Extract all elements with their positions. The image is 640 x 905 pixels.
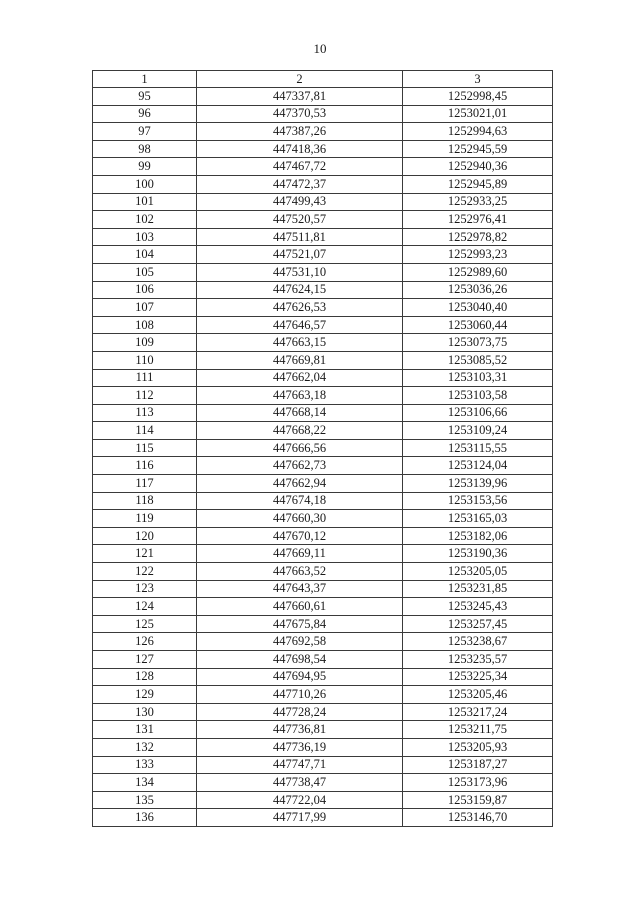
point-number-cell: 112 xyxy=(93,387,197,405)
x-coordinate-cell: 447674,18 xyxy=(197,492,403,510)
table-row xyxy=(93,105,553,123)
point-number-cell: 107 xyxy=(93,299,197,317)
x-coordinate-cell: 447499,43 xyxy=(197,193,403,211)
y-coordinate-cell: 1253073,75 xyxy=(403,334,553,352)
table-row xyxy=(93,175,553,193)
table-row xyxy=(93,545,553,563)
table-row xyxy=(93,334,553,352)
table-row xyxy=(93,791,553,809)
y-coordinate-cell: 1253205,05 xyxy=(403,563,553,581)
x-coordinate-cell: 447646,57 xyxy=(197,316,403,334)
table-row xyxy=(93,703,553,721)
point-number-cell: 108 xyxy=(93,316,197,334)
point-number-cell: 120 xyxy=(93,527,197,545)
point-number-cell: 109 xyxy=(93,334,197,352)
x-coordinate-cell: 447520,57 xyxy=(197,211,403,229)
x-coordinate-cell: 447643,37 xyxy=(197,580,403,598)
point-number-cell: 110 xyxy=(93,351,197,369)
point-number-cell: 134 xyxy=(93,774,197,792)
y-coordinate-cell: 1253182,06 xyxy=(403,527,553,545)
point-number-cell: 136 xyxy=(93,809,197,827)
x-coordinate-cell: 447660,61 xyxy=(197,598,403,616)
point-number-cell: 135 xyxy=(93,791,197,809)
table-row xyxy=(93,351,553,369)
y-coordinate-cell: 1253231,85 xyxy=(403,580,553,598)
table-row xyxy=(93,738,553,756)
y-coordinate-cell: 1253173,96 xyxy=(403,774,553,792)
x-coordinate-cell: 447660,30 xyxy=(197,510,403,528)
x-coordinate-cell: 447722,04 xyxy=(197,791,403,809)
y-coordinate-cell: 1253205,46 xyxy=(403,686,553,704)
x-coordinate-cell: 447521,07 xyxy=(197,246,403,264)
column-header-point-number: 1 xyxy=(93,71,197,88)
y-coordinate-cell: 1253146,70 xyxy=(403,809,553,827)
y-coordinate-cell: 1253139,96 xyxy=(403,475,553,493)
x-coordinate-cell: 447662,04 xyxy=(197,369,403,387)
point-number-cell: 122 xyxy=(93,563,197,581)
table-row xyxy=(93,510,553,528)
x-coordinate-cell: 447736,19 xyxy=(197,738,403,756)
y-coordinate-cell: 1253217,24 xyxy=(403,703,553,721)
x-coordinate-cell: 447337,81 xyxy=(197,88,403,106)
table-row xyxy=(93,598,553,616)
table-row xyxy=(93,563,553,581)
point-number-cell: 125 xyxy=(93,615,197,633)
x-coordinate-cell: 447669,11 xyxy=(197,545,403,563)
point-number-cell: 117 xyxy=(93,475,197,493)
table-header-row xyxy=(93,71,553,88)
y-coordinate-cell: 1253109,24 xyxy=(403,422,553,440)
point-number-cell: 103 xyxy=(93,228,197,246)
y-coordinate-cell: 1253225,34 xyxy=(403,668,553,686)
point-number-cell: 99 xyxy=(93,158,197,176)
table-row xyxy=(93,439,553,457)
y-coordinate-cell: 1253036,26 xyxy=(403,281,553,299)
x-coordinate-cell: 447370,53 xyxy=(197,105,403,123)
point-number-cell: 128 xyxy=(93,668,197,686)
point-number-cell: 115 xyxy=(93,439,197,457)
x-coordinate-cell: 447692,58 xyxy=(197,633,403,651)
x-coordinate-cell: 447511,81 xyxy=(197,228,403,246)
x-coordinate-cell: 447717,99 xyxy=(197,809,403,827)
y-coordinate-cell: 1253060,44 xyxy=(403,316,553,334)
table-row xyxy=(93,228,553,246)
table-row xyxy=(93,633,553,651)
point-number-cell: 129 xyxy=(93,686,197,704)
table-row xyxy=(93,651,553,669)
table-row xyxy=(93,615,553,633)
y-coordinate-cell: 1252989,60 xyxy=(403,263,553,281)
y-coordinate-cell: 1253205,93 xyxy=(403,738,553,756)
table-row xyxy=(93,580,553,598)
x-coordinate-cell: 447666,56 xyxy=(197,439,403,457)
table-row xyxy=(93,527,553,545)
table-row xyxy=(93,774,553,792)
y-coordinate-cell: 1252976,41 xyxy=(403,211,553,229)
table-row xyxy=(93,721,553,739)
table-row xyxy=(93,299,553,317)
point-number-cell: 126 xyxy=(93,633,197,651)
table-row xyxy=(93,140,553,158)
x-coordinate-cell: 447670,12 xyxy=(197,527,403,545)
x-coordinate-cell: 447626,53 xyxy=(197,299,403,317)
y-coordinate-cell: 1253211,75 xyxy=(403,721,553,739)
table-row xyxy=(93,263,553,281)
y-coordinate-cell: 1253021,01 xyxy=(403,105,553,123)
point-number-cell: 130 xyxy=(93,703,197,721)
y-coordinate-cell: 1253153,56 xyxy=(403,492,553,510)
x-coordinate-cell: 447728,24 xyxy=(197,703,403,721)
y-coordinate-cell: 1253124,04 xyxy=(403,457,553,475)
y-coordinate-cell: 1253235,57 xyxy=(403,651,553,669)
y-coordinate-cell: 1252994,63 xyxy=(403,123,553,141)
x-coordinate-cell: 447662,94 xyxy=(197,475,403,493)
point-number-cell: 113 xyxy=(93,404,197,422)
y-coordinate-cell: 1253187,27 xyxy=(403,756,553,774)
table-row xyxy=(93,281,553,299)
y-coordinate-cell: 1252978,82 xyxy=(403,228,553,246)
x-coordinate-cell: 447663,52 xyxy=(197,563,403,581)
table-row xyxy=(93,756,553,774)
page-number: 10 xyxy=(313,41,327,56)
x-coordinate-cell: 447662,73 xyxy=(197,457,403,475)
table-row xyxy=(93,668,553,686)
x-coordinate-cell: 447675,84 xyxy=(197,615,403,633)
y-coordinate-cell: 1253159,87 xyxy=(403,791,553,809)
y-coordinate-cell: 1253238,67 xyxy=(403,633,553,651)
x-coordinate-cell: 447387,26 xyxy=(197,123,403,141)
table-row xyxy=(93,387,553,405)
y-coordinate-cell: 1252993,23 xyxy=(403,246,553,264)
point-number-cell: 124 xyxy=(93,598,197,616)
y-coordinate-cell: 1253103,58 xyxy=(403,387,553,405)
y-coordinate-cell: 1253190,36 xyxy=(403,545,553,563)
table-row xyxy=(93,492,553,510)
point-number-cell: 98 xyxy=(93,140,197,158)
column-header-y-coordinate: 3 xyxy=(403,71,553,88)
table-row xyxy=(93,686,553,704)
x-coordinate-cell: 447738,47 xyxy=(197,774,403,792)
x-coordinate-cell: 447747,71 xyxy=(197,756,403,774)
table-row xyxy=(93,369,553,387)
table-row xyxy=(93,88,553,106)
x-coordinate-cell: 447668,14 xyxy=(197,404,403,422)
x-coordinate-cell: 447418,36 xyxy=(197,140,403,158)
x-coordinate-cell: 447698,54 xyxy=(197,651,403,669)
table-row xyxy=(93,158,553,176)
table-row xyxy=(93,246,553,264)
x-coordinate-cell: 447663,15 xyxy=(197,334,403,352)
point-number-cell: 127 xyxy=(93,651,197,669)
x-coordinate-cell: 447663,18 xyxy=(197,387,403,405)
x-coordinate-cell: 447694,95 xyxy=(197,668,403,686)
y-coordinate-cell: 1252945,89 xyxy=(403,175,553,193)
y-coordinate-cell: 1253040,40 xyxy=(403,299,553,317)
point-number-cell: 101 xyxy=(93,193,197,211)
x-coordinate-cell: 447467,72 xyxy=(197,158,403,176)
point-number-cell: 105 xyxy=(93,263,197,281)
table-row xyxy=(93,809,553,827)
table-row xyxy=(93,211,553,229)
x-coordinate-cell: 447624,15 xyxy=(197,281,403,299)
x-coordinate-cell: 447669,81 xyxy=(197,351,403,369)
y-coordinate-cell: 1253085,52 xyxy=(403,351,553,369)
table-row xyxy=(93,457,553,475)
x-coordinate-cell: 447668,22 xyxy=(197,422,403,440)
point-number-cell: 133 xyxy=(93,756,197,774)
y-coordinate-cell: 1253165,03 xyxy=(403,510,553,528)
table-row xyxy=(93,475,553,493)
table-row xyxy=(93,404,553,422)
point-number-cell: 96 xyxy=(93,105,197,123)
y-coordinate-cell: 1252933,25 xyxy=(403,193,553,211)
point-number-cell: 95 xyxy=(93,88,197,106)
x-coordinate-cell: 447472,37 xyxy=(197,175,403,193)
point-number-cell: 116 xyxy=(93,457,197,475)
table-body xyxy=(93,88,553,827)
point-number-cell: 132 xyxy=(93,738,197,756)
point-number-cell: 104 xyxy=(93,246,197,264)
coordinates-table xyxy=(92,70,553,827)
y-coordinate-cell: 1252945,59 xyxy=(403,140,553,158)
point-number-cell: 131 xyxy=(93,721,197,739)
table-row xyxy=(93,123,553,141)
point-number-cell: 97 xyxy=(93,123,197,141)
y-coordinate-cell: 1253245,43 xyxy=(403,598,553,616)
y-coordinate-cell: 1252940,36 xyxy=(403,158,553,176)
point-number-cell: 121 xyxy=(93,545,197,563)
column-header-x-coordinate: 2 xyxy=(197,71,403,88)
x-coordinate-cell: 447531,10 xyxy=(197,263,403,281)
point-number-cell: 106 xyxy=(93,281,197,299)
y-coordinate-cell: 1253103,31 xyxy=(403,369,553,387)
point-number-cell: 114 xyxy=(93,422,197,440)
y-coordinate-cell: 1252998,45 xyxy=(403,88,553,106)
point-number-cell: 118 xyxy=(93,492,197,510)
point-number-cell: 111 xyxy=(93,369,197,387)
x-coordinate-cell: 447736,81 xyxy=(197,721,403,739)
point-number-cell: 102 xyxy=(93,211,197,229)
point-number-cell: 100 xyxy=(93,175,197,193)
y-coordinate-cell: 1253257,45 xyxy=(403,615,553,633)
point-number-cell: 119 xyxy=(93,510,197,528)
table-row xyxy=(93,316,553,334)
point-number-cell: 123 xyxy=(93,580,197,598)
x-coordinate-cell: 447710,26 xyxy=(197,686,403,704)
y-coordinate-cell: 1253106,66 xyxy=(403,404,553,422)
table-row xyxy=(93,193,553,211)
table-row xyxy=(93,422,553,440)
y-coordinate-cell: 1253115,55 xyxy=(403,439,553,457)
